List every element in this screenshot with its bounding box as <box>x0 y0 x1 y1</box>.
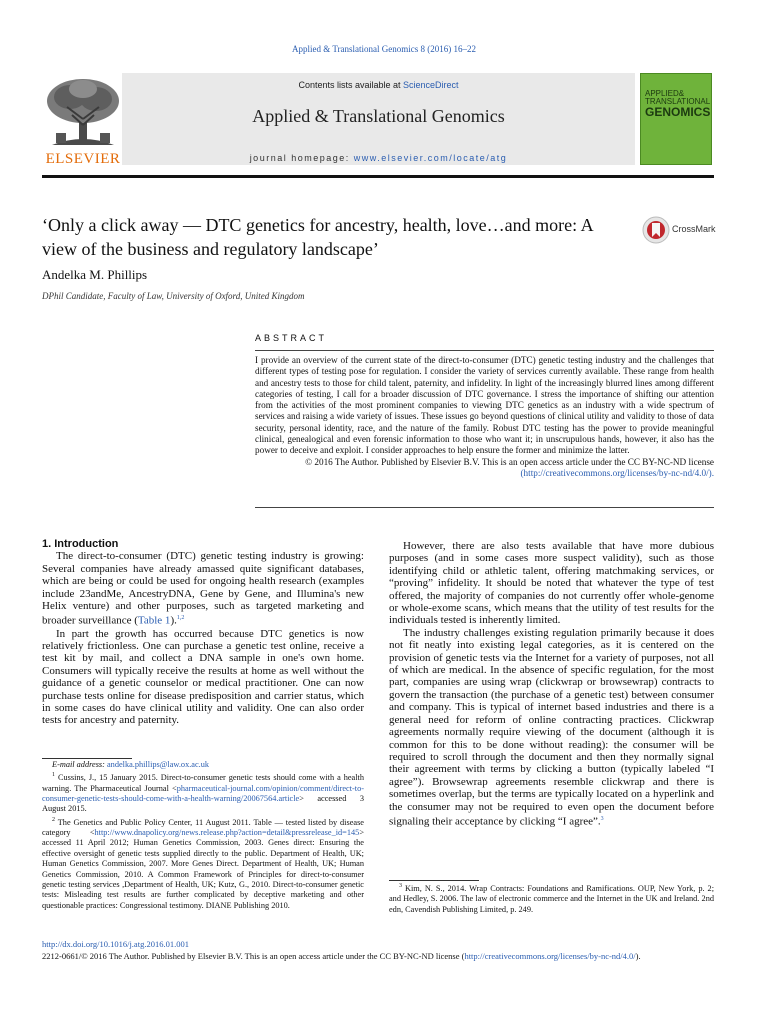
footnote-1-text: Cussins, J., 15 January 2015. Direct-to-consumer genetic tests should come with a health warning. The Pharmaceutical Journal < <box>42 773 365 793</box>
homepage-prefix: journal homepage: <box>249 153 354 163</box>
abstract-license <box>255 457 714 480</box>
footnote-2-text: The Genetics and Public Policy Center, 11 August 2011. Table — tested listed by disease category < <box>42 817 364 837</box>
table-1-link[interactable]: Table 1 <box>137 615 171 628</box>
intro-p1-end: ). <box>170 615 177 628</box>
cover-line1: APPLIED& <box>645 89 685 98</box>
footnote-2-link[interactable]: http://www.dnapolicy.org/news.release.php?action=detail&pressrelease_id=145 <box>94 827 360 837</box>
footnote-3 <box>389 881 714 915</box>
footnote-1-link[interactable]: pharmaceutical-journal.com/opinion/comment/direct-to-consumer-genetic-tests-should-come-with-a-health-warning/20067564.article <box>42 783 364 803</box>
crossmark-label: CrossMark <box>672 224 716 234</box>
journal-citation[interactable]: Applied & Translational Genomics 8 (2016) 16–22 <box>292 44 476 54</box>
footnote-3-text: Kim, N. S., 2014. Wrap Contracts: Foundations and Ramifications. OUP, New York, p. 2; and Hedley, S. 2006. The law of electronic commerce and the Internet in the UK and Ireland. 2nd edn, Cavendish Publishing Limited, p. 249. <box>389 883 714 914</box>
issn-license-link[interactable]: http://creativecommons.org/licenses/by-nc-nd/4.0/ <box>464 951 636 961</box>
footnote-2 <box>42 815 364 911</box>
footnotes-left <box>42 760 364 911</box>
footnote-rule-left <box>42 758 132 759</box>
author-name: Andelka M. Phillips <box>42 267 148 282</box>
intro-p1-text: The direct-to-consumer (DTC) genetic testing industry is growing: Several companies have already amassed quite significant databases, which are being or could be used for ongoing health research (examples include 23andMe, AncestryDNA, Gene by Gene, and Illumina's new Helix venture) and other purposes, such as targeted marketing and broader surveillance ( <box>42 550 364 628</box>
elsevier-tree-icon <box>42 75 124 151</box>
doi-link[interactable]: http://dx.doi.org/10.1016/j.atg.2016.01.001 <box>42 939 189 949</box>
journal-cover[interactable] <box>640 73 712 165</box>
footnote-ref-1-2[interactable]: 1,2 <box>176 615 185 622</box>
cover-text <box>645 90 710 118</box>
abstract-license-link[interactable]: (http://creativecommons.org/licenses/by-nc-nd/4.0/). <box>520 467 714 478</box>
author-email-link[interactable]: andelka.phillips@law.ox.ac.uk <box>107 760 210 769</box>
header-rule <box>42 175 714 178</box>
email-label: E-mail address: <box>52 760 107 769</box>
crossmark-badge[interactable] <box>642 216 722 244</box>
crossmark-icon <box>642 216 670 244</box>
body-column-right <box>389 540 714 828</box>
footnote-2-end: > accessed 11 April 2012; Human Genetics Commission, 2003. Genes direct: Ensuring the effective oversight of genetic tests supplied directly to the public. Department of Health, UK; Human Genetics Commission, 2007. More Genes Direct. Department of Health, UK; Human Genetics Commission, 2010. A Common Framework of Principles for direct-to-consumer genetic testing services ,Department of Health, UK; Kutz, G., 2010. Direct-to-consumer genetic tests: Misleading test results are further complicated by deceptive marketing and other questionable practices: Congressional testimony. DIANE Publishing 2010. <box>42 827 364 910</box>
abstract-top-rule <box>255 350 714 351</box>
issn-line <box>42 951 641 961</box>
sciencedirect-link[interactable]: ScienceDirect <box>403 80 459 90</box>
intro-paragraph-3: However, there are also tests available that have more dubious purposes (and in some cases more suspect validity), such as those identifying child or athletic talent, offering matchmaking services, or “proving” infidelity. It should be noted that whatever the type of test offered, the majority of companies do not currently offer whole-genome or whole-exome scans, which means that the utility of test results for the individuals tested is inherently limited. <box>389 540 714 627</box>
footnote-1-number: 1 <box>52 772 55 779</box>
intro-paragraph-2: In part the growth has occurred because DTC genetics is now relatively frictionless. One can purchase a genetic test online, receive a test kit by mail, and collect a DNA sample in one's own home. Consumers will typically receive the results at home as well without the guidance of a genetic counselor or medical practitioner. One can now purchase tests online for disease predisposition and carrier status, which in some cases do have clinical utility and validity. One can also order tests for ancestry and paternity. <box>42 627 364 727</box>
footnote-1 <box>42 770 364 814</box>
intro-p4-text: The industry challenges existing regulation primarily because it does not fit neatly into existing legal categories, as it is centered on the provision of genetic tests via the Internet for a variety of purposes, not all of which are medical. In the absence of specific regulation, for the most part, companies are using wrap (clickwrap or browsewrap) contracts to govern the transaction (the purchase of a genetic test) between consumer and company. This is typical of internet based industries and there is a general need for reform of online contracting practices. Clickwrap agreements normally require viewing of the document (although it is common for this to be done without reading): the consumer will be required to scroll through the document and then they normally signal their agreement with terms by clicking a button (typically labeled “I agree”). Browsewrap agreements resemble clickwrap and there is sometimes overlap, but the terms are typically located on a hyperlink and the consumer may not be required to even open the document before signaling their acceptance by clicking “I agree”. <box>389 626 714 828</box>
footnote-3-number: 3 <box>399 883 402 889</box>
footnotes-right <box>389 881 714 915</box>
body-column-left <box>42 538 364 727</box>
abstract-bottom-rule <box>255 507 714 508</box>
contents-prefix: Contents lists available at <box>298 80 404 90</box>
issn-text: 2212-0661/© 2016 The Author. Published by Elsevier B.V. This is an open access article under the CC BY-NC-ND license ( <box>42 951 465 961</box>
elsevier-logo[interactable] <box>42 75 124 171</box>
intro-paragraph-1 <box>42 550 364 627</box>
author-affiliation: DPhil Candidate, Faculty of Law, University of Oxford, United Kingdom <box>42 291 305 301</box>
homepage-line <box>122 153 635 163</box>
email-footnote <box>42 760 364 770</box>
abstract-text: I provide an overview of the current state of the direct-to-consumer (DTC) genetic testing industry and the challenges that different types of testing pose for regulation. I consider the variety of services currently available. These range from health and ancestry tests to those for child talent, paternity, and infidelity. In light of the increasingly blurred lines among different categories of testing, I call for a broader discussion of DTC governance. I stress the importance of shifting our attention from the activities of the most prominent companies to viewing DTC genetics as an industry with a wide spectrum of services and raising a wide variety of issues. These issues go beyond questions of clinical utility and validity to those of data security, personal identity, race, and the nature of the family. Robust DTC testing has the power to provide meaningful clinical, genealogical and even forensic information to those who want it; in unscrupulous hands, however, it also has the power to deceive and exploit. I consider approaches to help ensure the former and minimize the latter. <box>255 355 714 456</box>
abstract-body <box>255 355 714 479</box>
intro-paragraph-4 <box>389 627 714 828</box>
footnote-1-end: > accessed 3 August 2015. <box>42 793 364 814</box>
cover-line2: TRANSLATIONAL <box>645 97 711 106</box>
journal-title: Applied & Translational Genomics <box>252 106 505 126</box>
footnote-2-number: 2 <box>52 816 55 823</box>
issn-end: ). <box>635 951 641 961</box>
elsevier-wordmark: ELSEVIER <box>45 151 121 167</box>
abstract-heading: ABSTRACT <box>255 333 328 343</box>
article-title: ‘Only a click away — DTC genetics for ancestry, health, love…and more: A view of the business and regulatory landscape’ <box>42 215 593 259</box>
homepage-link[interactable]: www.elsevier.com/locate/atg <box>353 153 508 163</box>
footnote-ref-3[interactable]: 3 <box>600 815 604 822</box>
abstract-license-text: © 2016 The Author. Published by Elsevier B.V. This is an open access article under the CC BY-NC-ND license <box>305 456 714 467</box>
masthead <box>42 73 714 165</box>
journal-banner <box>122 73 635 165</box>
cover-line3: GENOMICS <box>645 105 711 119</box>
section-heading-introduction: 1. Introduction <box>42 538 119 550</box>
contents-line <box>122 80 635 90</box>
